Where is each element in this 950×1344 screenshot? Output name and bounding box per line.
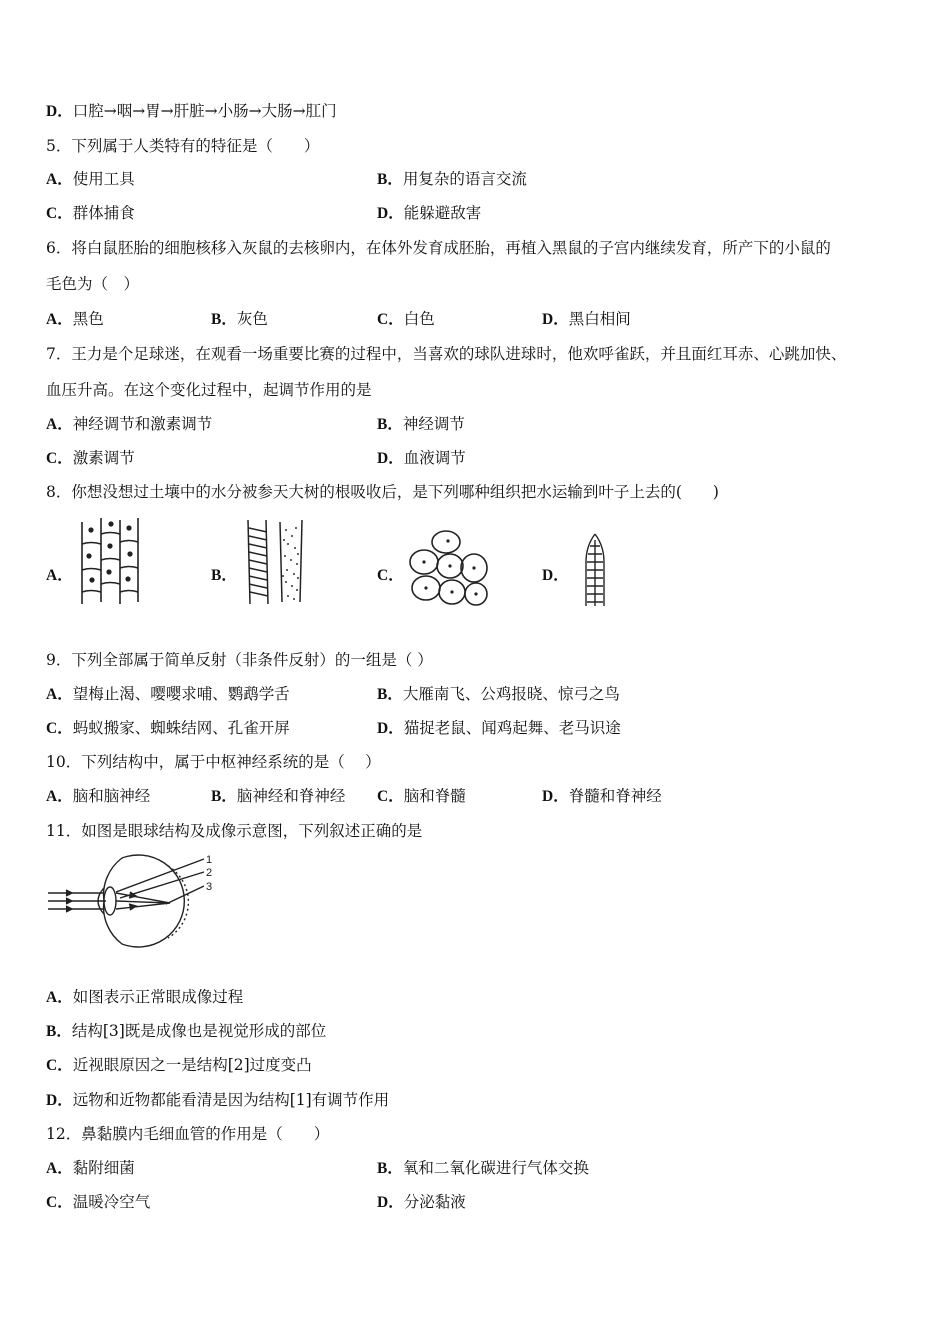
q11-option-c: C．近视眼原因之一是结构[2]过度变凸	[46, 1056, 312, 1074]
q10-option-a: A．脑和脑神经	[46, 787, 151, 805]
q11-eye-diagram	[44, 848, 224, 953]
q11-option-d: D．远物和近物都能看清是因为结构[1]有调节作用	[46, 1091, 390, 1109]
q6-option-b: B．灰色	[211, 310, 268, 328]
q12-option-b: B．氧和二氧化碳进行气体交换	[377, 1159, 589, 1177]
q6-stem-line2: 毛色为（ ）	[46, 275, 140, 293]
q10-stem: 10．下列结构中，属于中枢神经系统的是（ ）	[46, 753, 381, 771]
q6-option-c: C．白色	[377, 310, 435, 328]
q9-option-a: A．望梅止渴、嘤嘤求哺、鹦鹉学舌	[46, 685, 290, 703]
q7-option-c: C．激素调节	[46, 449, 135, 467]
q8-figure-a-cells	[74, 516, 144, 608]
q8-figure-b-vessels	[238, 516, 310, 608]
q5-option-a: A．使用工具	[46, 170, 135, 188]
q8-option-d-label: D．	[542, 567, 569, 584]
q10-option-c: C．脑和脊髓	[377, 787, 466, 805]
q11-stem: 11．如图是眼球结构及成像示意图，下列叙述正确的是	[46, 822, 423, 840]
q6-option-a: A．黑色	[46, 310, 104, 328]
q8-option-b-label: B．	[211, 567, 237, 584]
q12-option-d: D．分泌黏液	[377, 1193, 466, 1211]
q8-option-a-label: A．	[46, 567, 73, 584]
q7-option-d: D．血液调节	[377, 449, 466, 467]
q8-option-c-label: C．	[377, 567, 404, 584]
q11-label-2: 2	[206, 867, 213, 879]
q11-option-b: B．结构[3]既是成像也是视觉形成的部位	[46, 1022, 327, 1040]
q11-label-1: 1	[206, 854, 213, 866]
q8-figure-d-root-tip	[580, 532, 610, 610]
q5-option-d: D．能躲避敌害	[377, 204, 482, 222]
q7-stem-line2: 血压升高。在这个变化过程中，起调节作用的是	[46, 381, 372, 399]
q7-option-a: A．神经调节和激素调节	[46, 415, 213, 433]
q9-option-b: B．大雁南飞、公鸡报晓、惊弓之鸟	[377, 685, 620, 703]
q9-stem: 9．下列全部属于简单反射（非条件反射）的一组是（ ）	[46, 651, 433, 669]
q12-stem: 12．鼻黏膜内毛细血管的作用是（ ）	[46, 1125, 330, 1143]
q7-stem-line1: 7．王力是个足球迷，在观看一场重要比赛的过程中，当喜欢的球队进球时，他欢呼雀跃，并且面红耳赤、心跳加快、	[46, 345, 847, 363]
q10-option-d: D．脊髓和脊神经	[542, 787, 662, 805]
q12-option-a: A．黏附细菌	[46, 1159, 135, 1177]
q6-option-d: D．黑白相间	[542, 310, 631, 328]
q8-figure-c-round-cells	[404, 528, 494, 610]
q4-option-d: D．口腔→咽→胃→肝脏→小肠→大肠→肛门	[46, 102, 337, 120]
q5-option-b: B．用复杂的语言交流	[377, 170, 527, 188]
q8-stem: 8．你想没想过土壤中的水分被参天大树的根吸收后，是下列哪种组织把水运输到叶子上去的( )	[46, 483, 719, 501]
q11-label-3: 3	[206, 881, 213, 893]
q10-option-b: B．脑神经和脊神经	[211, 787, 346, 805]
q9-option-c: C．蚂蚁搬家、蜘蛛结网、孔雀开屏	[46, 719, 290, 737]
q9-option-d: D．猫捉老鼠、闻鸡起舞、老马识途	[377, 719, 621, 737]
q5-option-c: C．群体捕食	[46, 204, 135, 222]
q12-option-c: C．温暖冷空气	[46, 1193, 151, 1211]
q11-option-a: A．如图表示正常眼成像过程	[46, 988, 244, 1006]
q5-stem: 5．下列属于人类特有的特征是（ ）	[46, 137, 320, 155]
q7-option-b: B．神经调节	[377, 415, 465, 433]
q6-stem-line1: 6．将白鼠胚胎的细胞核移入灰鼠的去核卵内，在体外发育成胚胎，再植入黑鼠的子宫内继续发育，所产下的小鼠的	[46, 239, 831, 257]
